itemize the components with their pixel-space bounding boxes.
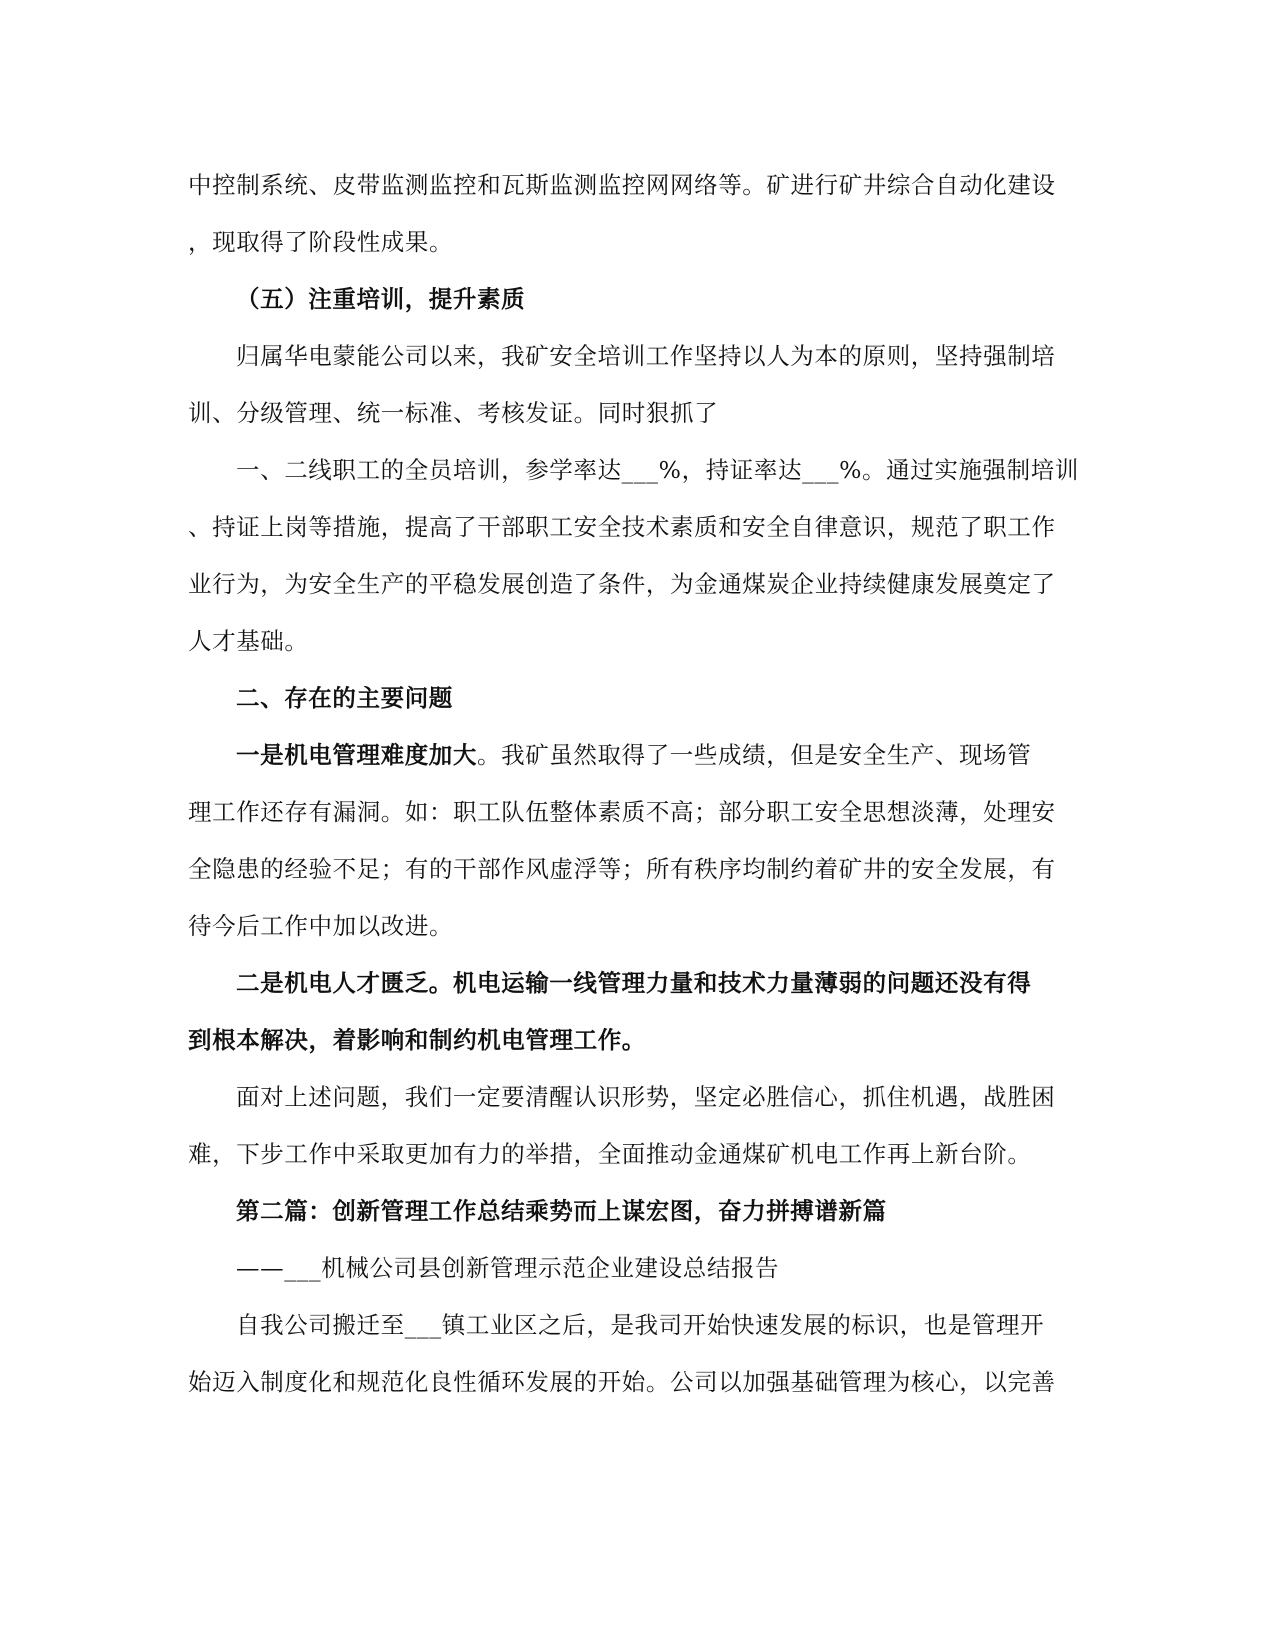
paragraph-line: 全隐患的经验不足；有的干部作风虚浮等；所有秩序均制约着矿井的安全发展，有	[188, 855, 1056, 883]
bold-paragraph-line: 到根本解决，着影响和制约机电管理工作。	[188, 1026, 646, 1054]
paragraph-line	[236, 740, 1031, 770]
paragraph-line: 难，下步工作中采取更加有力的举措，全面推动金通煤矿机电工作再上新台阶。	[188, 1140, 1032, 1168]
paragraph-line: 待今后工作中加以改进。	[188, 912, 454, 940]
inline-bold-text: 一是机电管理难度加大	[236, 741, 477, 769]
paragraph-line: 、持证上岗等措施，提高了干部职工安全技术素质和安全自律意识，规范了职工作	[188, 513, 1056, 541]
paragraph-line: ，现取得了阶段性成果。	[188, 228, 454, 256]
paragraph-line: 业行为，为安全生产的平稳发展创造了条件，为金通煤炭企业持续健康发展奠定了	[188, 570, 1056, 598]
paragraph-line: 自我公司搬迁至___镇工业区之后，是我司开始快速发展的标识，也是管理开	[236, 1311, 1045, 1339]
bold-paragraph-line: 二是机电人才匮乏。机电运输一线管理力量和技术力量薄弱的问题还没有得	[236, 969, 1032, 997]
paragraph-line: 人才基础。	[188, 627, 309, 655]
paragraph-line: 一、二线职工的全员培训，参学率达___%，持证率达___%。通过实施强制培训	[236, 456, 1079, 484]
inline-text: 。我矿虽然取得了一些成绩，但是安全生产、现场管	[477, 741, 1032, 769]
paragraph-line: 理工作还存有漏洞。如：职工队伍整体素质不高；部分职工安全思想淡薄，处理安	[188, 798, 1056, 826]
section-heading: 二、存在的主要问题	[236, 684, 453, 712]
paragraph-line: 训、分级管理、统一标准、考核发证。同时狠抓了	[188, 399, 719, 427]
paragraph-line: 中控制系统、皮带监测监控和瓦斯监测监控网网络等。矿进行矿井综合自动化建设	[188, 171, 1056, 199]
paragraph-line: 始迈入制度化和规范化良性循环发展的开始。公司以加强基础管理为核心，以完善	[188, 1368, 1056, 1396]
section-heading: （五）注重培训，提升素质	[236, 285, 526, 313]
paragraph-line: 面对上述问题，我们一定要清醒认识形势，坚定必胜信心，抓住机遇，战胜困	[236, 1083, 1056, 1111]
subtitle-line: ——___机械公司县创新管理示范企业建设总结报告	[236, 1254, 780, 1282]
chapter-heading: 第二篇：创新管理工作总结乘势而上谋宏图，奋力拼搏谱新篇	[236, 1197, 887, 1225]
paragraph-line: 归属华电蒙能公司以来，我矿安全培训工作坚持以人为本的原则，坚持强制培	[236, 342, 1056, 370]
